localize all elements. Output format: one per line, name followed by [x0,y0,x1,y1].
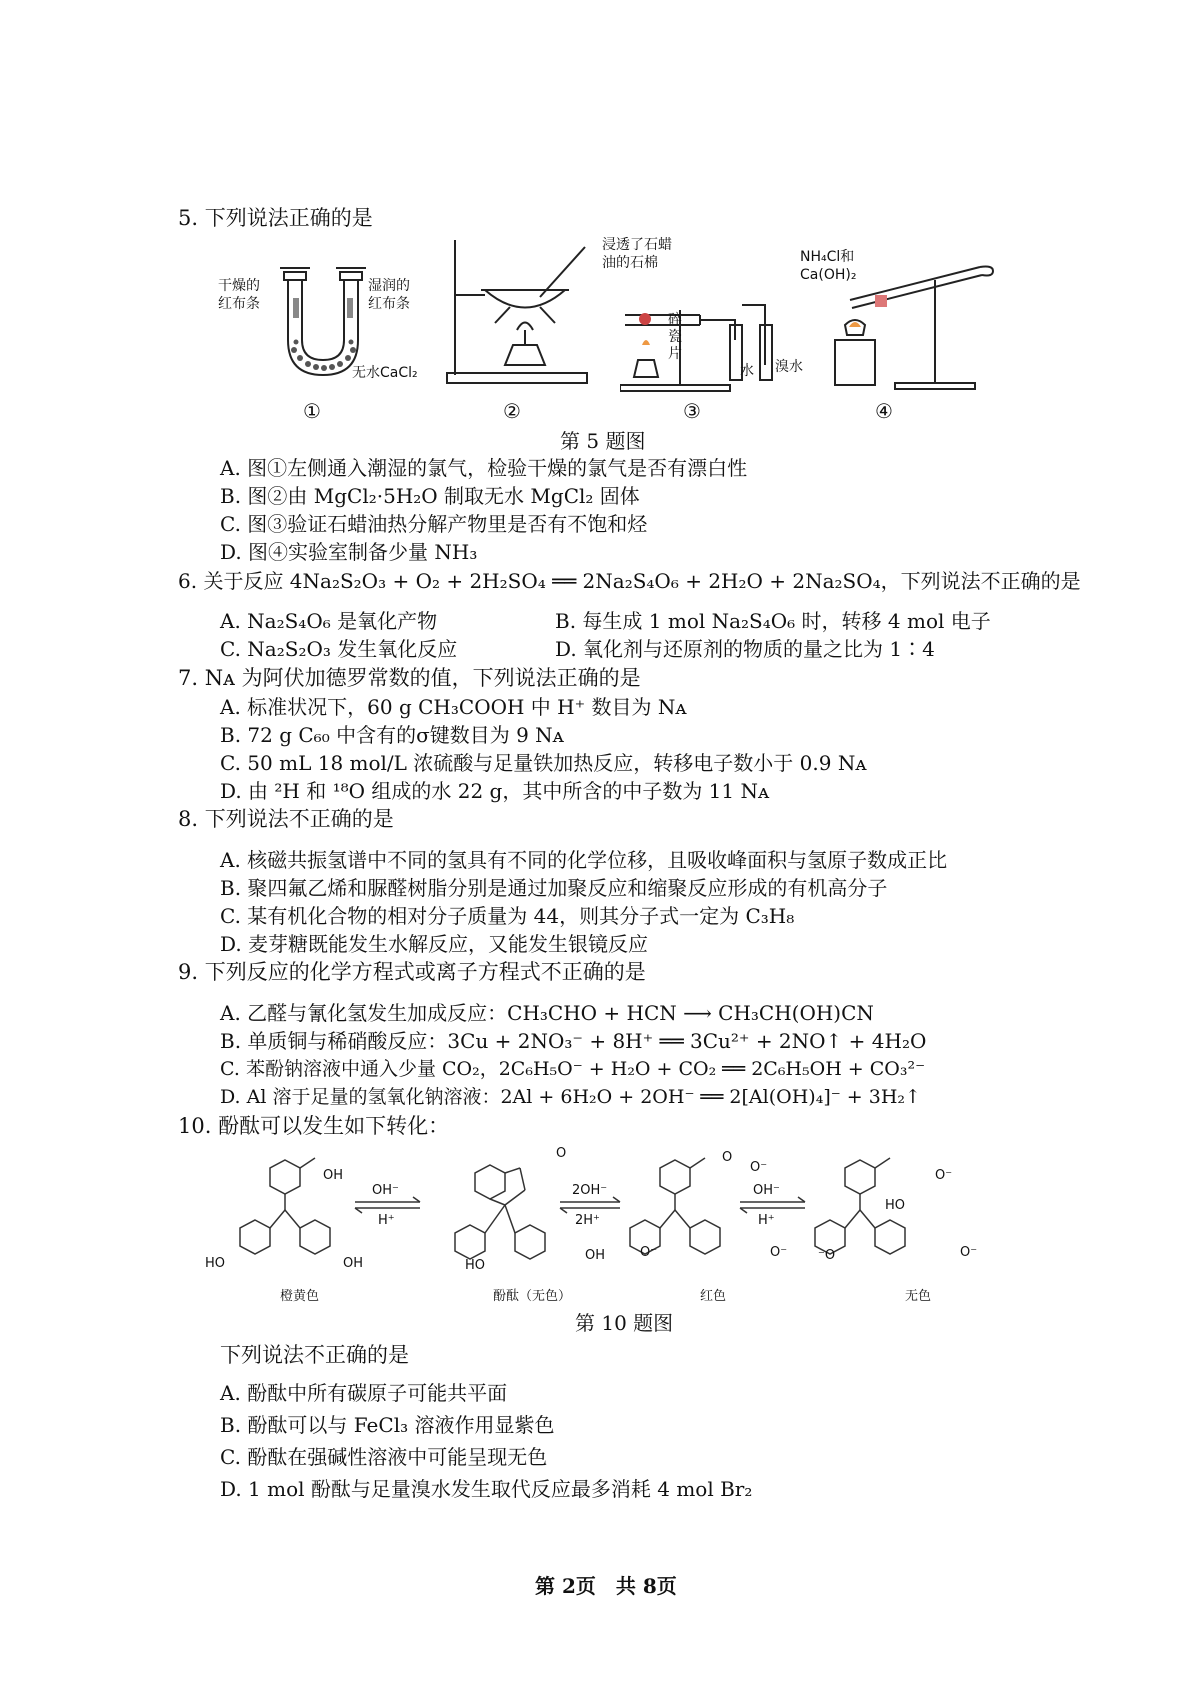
q8-option-c: C. 某有机化合物的相对分子质量为 44，则其分子式一定为 C₃H₈ [220,904,795,928]
q10-option-b: B. 酚酞可以与 FeCl₃ 溶液作用显紫色 [220,1413,555,1437]
fig3-side-label-2: 瓷 [668,329,682,345]
fig4-top-label [800,248,856,284]
fig-number-4: ④ [875,399,893,423]
fig1-right-label [368,277,410,313]
fig1-left-label-line2: 红布条 [218,296,260,312]
q9-option-d: D. Al 溶于足量的氢氧化钠溶液：2Al + 6H₂O + 2OH⁻ ══ 2[Al(OH)₄]⁻ + 3H₂↑ [220,1086,921,1108]
question-8-stem: 8. 下列说法不正确的是 [178,807,394,831]
q7-option-c: C. 50 mL 18 mol/L 浓硫酸与足量铁加热反应，转移电子数小于 0.9 Nᴀ [220,751,867,775]
fig1-right-label-line2: 红布条 [368,296,410,312]
group-label-10: O⁻ [770,1245,788,1260]
q9-option-b: B. 单质铜与稀硝酸反应：3Cu + 2NO₃⁻ + 8H⁺ ══ 3Cu²⁺ + 2NO↑ + 4H₂O [220,1029,927,1053]
q10-option-c: C. 酚酞在强碱性溶液中可能呈现无色 [220,1445,548,1469]
fig3-bromine-label: 溴水 [775,359,803,375]
arrow3-top: OH⁻ [753,1183,780,1198]
q7-option-d: D. 由 ²H 和 ¹⁸O 组成的水 22 g，其中所含的中子数为 11 Nᴀ [220,779,770,803]
figure-5-3-paraffin-cracking [620,265,790,395]
fig3-side-label [668,312,682,363]
figure-5-caption: 第 5 题图 [560,429,646,453]
q5-option-c: C. 图③验证石蜡油热分解产物里是否有不饱和烃 [220,512,648,536]
q5-option-b: B. 图②由 MgCl₂·5H₂O 制取无水 MgCl₂ 固体 [220,484,640,508]
group-label-5: HO [465,1258,486,1273]
q8-option-b: B. 聚四氟乙烯和脲醛树脂分别是通过加聚反应和缩聚反应形成的有机高分子 [220,876,888,900]
arrow3-bottom: H⁺ [758,1213,775,1228]
q6-option-c: C. Na₂S₂O₃ 发生氧化反应 [220,637,458,661]
fig3-water-label: 水 [740,363,754,379]
figure-10-caption: 第 10 题图 [575,1311,674,1335]
group-label-9: O⁻ [640,1245,658,1260]
species-label-red: 红色 [700,1289,727,1304]
group-label-2: HO [205,1256,226,1271]
q6-option-b: B. 每生成 1 mol Na₂S₄O₆ 时，转移 4 mol 电子 [555,609,991,633]
q8-option-d: D. 麦芽糖既能发生水解反应，又能发生银镜反应 [220,932,649,956]
question-5-stem: 5. 下列说法正确的是 [178,206,373,230]
fig3-side-label-3: 片 [668,346,682,362]
fig1-right-label-line1: 湿润的 [368,278,410,294]
group-label-4: O [556,1146,567,1161]
fig3-top-label-line2: 油的石棉 [602,255,658,271]
group-label-3: OH [343,1256,364,1271]
group-label-8: O [722,1150,733,1165]
species-label-orange: 橙黄色 [280,1289,320,1304]
group-label-1: OH [323,1168,344,1183]
fig1-bottom-label: 无水CaCl₂ [352,365,418,381]
species-label-phenolphthalein: 酚酞（无色） [493,1289,572,1304]
figure-5-2-evaporation [445,235,595,395]
arrow2-bottom: 2H⁺ [575,1213,600,1228]
group-label-12: ⁻O [818,1248,836,1263]
fig-number-3: ③ [683,399,701,423]
q10-option-d: D. 1 mol 酚酞与足量溴水发生取代反应最多消耗 4 mol Br₂ [220,1477,753,1501]
arrow2-top: 2OH⁻ [572,1183,608,1198]
question-6-stem: 6. 关于反应 4Na₂S₂O₃ + O₂ + 2H₂SO₄ ══ 2Na₂S₄O₆ + 2H₂O + 2Na₂SO₄，下列说法不正确的是 [178,569,1081,593]
q6-option-d: D. 氧化剂与还原剂的物质的量之比为 1∶4 [555,637,935,661]
species-label-colorless: 无色 [905,1289,932,1304]
fig4-top-label-line1: NH₄Cl和 [800,249,855,265]
q10-option-a: A. 酚酞中所有碳原子可能共平面 [220,1381,508,1405]
fig1-left-label [218,277,260,313]
q9-option-c: C. 苯酚钠溶液中通入少量 CO₂，2C₆H₅O⁻ + H₂O + CO₂ ══ 2C₆H₅OH + CO₃²⁻ [220,1058,926,1080]
arrow1-bottom: H⁺ [378,1213,395,1228]
group-label-7: O⁻ [750,1160,768,1175]
fig3-top-label [602,236,672,272]
q9-option-a: A. 乙醛与氰化氢发生加成反应：CH₃CHO + HCN ⟶ CH₃CH(OH)CN [220,1001,874,1025]
fig-number-1: ① [303,399,321,423]
group-label-13: O⁻ [935,1168,953,1183]
group-label-14: O⁻ [960,1245,978,1260]
q7-option-b: B. 72 g C₆₀ 中含有的σ键数目为 9 Nᴀ [220,723,564,747]
question-7-stem: 7. Nᴀ 为阿伏加德罗常数的值，下列说法正确的是 [178,666,641,690]
fig3-top-label-line1: 浸透了石蜡 [602,237,672,253]
fig3-side-label-1: 碎 [668,312,682,328]
question-9-stem: 9. 下列反应的化学方程式或离子方程式不正确的是 [178,960,646,984]
q6-option-a: A. Na₂S₄O₆ 是氧化产物 [220,609,438,633]
group-label-11: HO [885,1198,906,1213]
fig4-top-label-line2: Ca(OH)₂ [800,267,857,283]
question-10-sub-stem: 下列说法不正确的是 [220,1343,409,1367]
group-label-6: OH [585,1248,606,1263]
page-footer: 第 2页 共 8页 [535,1574,677,1598]
fig1-left-label-line1: 干燥的 [218,278,260,294]
figure-10-phenolphthalein-transformations [195,1140,1015,1290]
fig-number-2: ② [503,399,521,423]
q8-option-a: A. 核磁共振氢谱中不同的氢具有不同的化学位移，且吸收峰面积与氢原子数成正比 [220,848,948,872]
arrow1-top: OH⁻ [372,1183,399,1198]
question-10-stem: 10. 酚酞可以发生如下转化： [178,1114,450,1138]
q7-option-a: A. 标准状况下，60 g CH₃COOH 中 H⁺ 数目为 Nᴀ [220,695,687,719]
q5-option-d: D. 图④实验室制备少量 NH₃ [220,540,478,564]
q5-option-a: A. 图①左侧通入潮湿的氯气，检验干燥的氯气是否有漂白性 [220,456,748,480]
